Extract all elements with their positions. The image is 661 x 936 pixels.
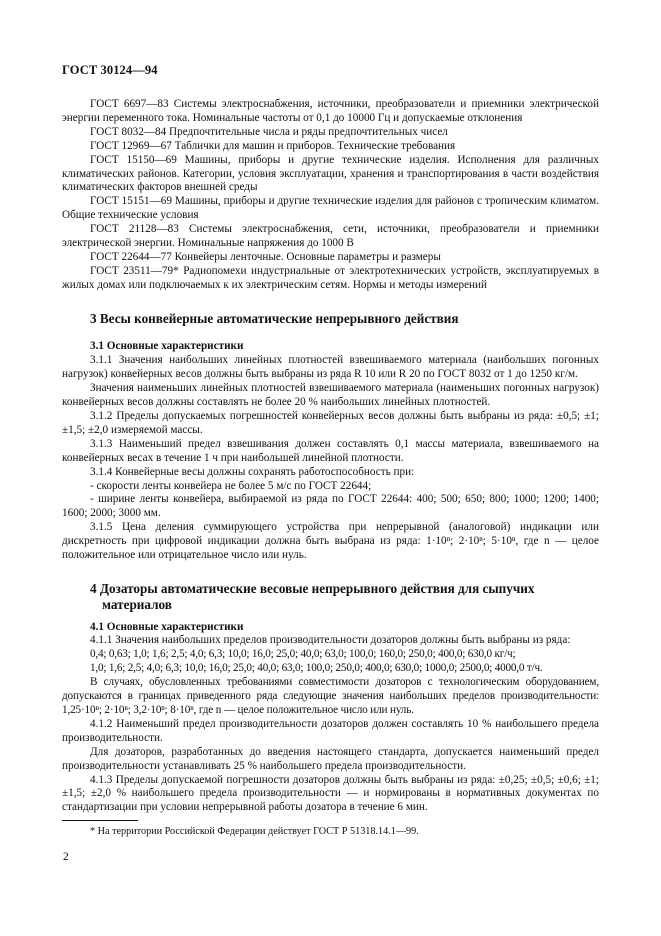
reference-gost-12969: ГОСТ 12969—67 Таблички для машин и приборов. Технические требования [90, 139, 456, 152]
clause-4-1-1-exceptions: В случаях, обусловленных требованиями совместимости дозаторов с технологическим оборудованием, допускаются в границах приведенного ряда следующие значения наибольших пределов производительности: 1,25·10ⁿ; 2·10ⁿ; 3,2·10ⁿ; 8·10ⁿ, где n — целое положительное число или нуль. [62, 676, 599, 717]
clause-3-1-5: 3.1.5 Цена деления суммирующего устройства при непрерывной (аналоговой) индикации или дискретность при цифровой индикации должна быть выбрана из ряда: 1·10ⁿ; 2·10ⁿ; 5·10ⁿ, где n — целое положительное или отрицательное число или нуль. [62, 521, 599, 562]
clause-3-1-1-note: Значения наименьших линейных плотностей взвешиваемого материала (наименьших погонных нагрузок) конвейерных весов должны составлять не более 20 % наибольших линейных плотностей. [62, 382, 599, 409]
document-header: ГОСТ 30124—94 [62, 63, 158, 77]
footnote: * На территории Российской Федерации действует ГОСТ Р 51318.14.1—99. [90, 826, 419, 837]
reference-gost-22644: ГОСТ 22644—77 Конвейеры ленточные. Основные параметры и размеры [90, 250, 441, 263]
document-body [62, 98, 599, 815]
clause-4-1-2: 4.1.2 Наименьший предел производительности дозаторов должен составлять 10 % наибольшего предела производительности. [62, 717, 599, 744]
section-3-title: 3 Весы конвейерные автоматические непрерывного действия [90, 310, 459, 326]
clause-4-1-3: 4.1.3 Пределы допускаемой погрешности дозаторов должны быть выбраны из ряда: ±0,25; ±0,5; ±0,6; ±1; ±1,5; ±2,0 % наибольшего предела производительности — и нормированы в нормативных документах по стандартизации при условии непрерывной работы дозатора в течение 6 мин. [62, 773, 599, 814]
capacity-series-kg: 0,4; 0,63; 1,0; 1,6; 2,5; 4,0; 6,3; 10,0; 16,0; 25,0; 40,0; 63,0; 100,0; 160,0; 250,0; 400,0; 630,0 кг/ч; [90, 648, 516, 661]
capacity-series-t: 1,0; 1,6; 2,5; 4,0; 6,3; 10,0; 16,0; 25,0; 40,0; 63,0; 100,0; 250,0; 400,0; 630,0; 1000,0; 2500,0; 4000,0 т/ч. [90, 662, 543, 675]
clause-3-1-4-item-width: - ширине ленты конвейера, выбираемой из ряда по ГОСТ 22644: 400; 500; 650; 800; 1000; 1200; 1400; 1600; 2000; 3000 мм. [62, 493, 599, 520]
clause-3-1-3: 3.1.3 Наименьший предел взвешивания должен составлять 0,1 массы материала, взвешиваемого на конвейерных весах в течение 1 ч при наибольшей линейной плотности. [62, 437, 599, 464]
reference-gost-15150: ГОСТ 15150—69 Машины, приборы и другие технические изделия. Исполнения для различных климатических районов. Категории, условия эксплуатации, хранения и транспортирования в части воздействия климатических факторов внешней среды [62, 153, 599, 194]
clause-4-1-1: 4.1.1 Значения наибольших пределов производительности дозаторов должны быть выбраны из ряда: [90, 634, 571, 647]
clause-3-1-4-item-speed: - скорости ленты конвейера не более 5 м/с по ГОСТ 22644; [90, 479, 372, 492]
section-4-title-line1: 4 Дозаторы автоматические весовые непрерывного действия для сыпучих [90, 580, 535, 596]
section-3-1-title: 3.1 Основные характеристики [90, 340, 244, 353]
section-4-title [62, 581, 599, 613]
clause-3-1-2: 3.1.2 Пределы допускаемых погрешностей конвейерных весов должны быть выбраны из ряда: ±0,5; ±1; ±1,5; ±2,0 измеряемой массы. [62, 410, 599, 436]
reference-gost-8032: ГОСТ 8032—84 Предпочтительные числа и ряды предпочтительных чисел [90, 125, 448, 138]
section-4-1-title: 4.1 Основные характеристики [90, 620, 244, 633]
reference-gost-15151: ГОСТ 15151—69 Машины, приборы и другие технические изделия для районов с тропическим климатом. Общие технические условия [62, 195, 599, 222]
reference-gost-23511: ГОСТ 23511—79* Радиопомехи индустриальные от электротехнических устройств, эксплуатируемых в жилых домах или подключаемых к их электрическим сетям. Нормы и методы измерений [62, 264, 599, 291]
section-4-title-line2: материалов [102, 596, 172, 612]
reference-gost-6697: ГОСТ 6697—83 Системы электроснабжения, источники, преобразователи и приемники электрической энергии переменного тока. Номинальные частоты от 0,1 до 10000 Гц и допускаемые отклонения [62, 98, 599, 124]
reference-gost-21128: ГОСТ 21128—83 Системы электроснабжения, сети, источники, преобразователи и приемники электрической энергии. Номинальные напряжения до 1000 В [62, 223, 599, 250]
clause-4-1-2-legacy: Для дозаторов, разработанных до введения настоящего стандарта, допускается наименьший предел производительности устанавливать 25 % наибольшего предела производительности. [62, 745, 599, 772]
footnote-divider [62, 820, 138, 821]
clause-3-1-1: 3.1.1 Значения наибольших линейных плотностей взвешиваемого материала (наибольших погонных нагрузок) конвейерных весов должны быть выбраны из ряда R 10 или R 20 по ГОСТ 8032 от 1 до 1250 кг/м. [62, 354, 599, 381]
page-number: 2 [63, 851, 69, 863]
clause-3-1-4: 3.1.4 Конвейерные весы должны сохранять работоспособность при: [90, 465, 415, 478]
